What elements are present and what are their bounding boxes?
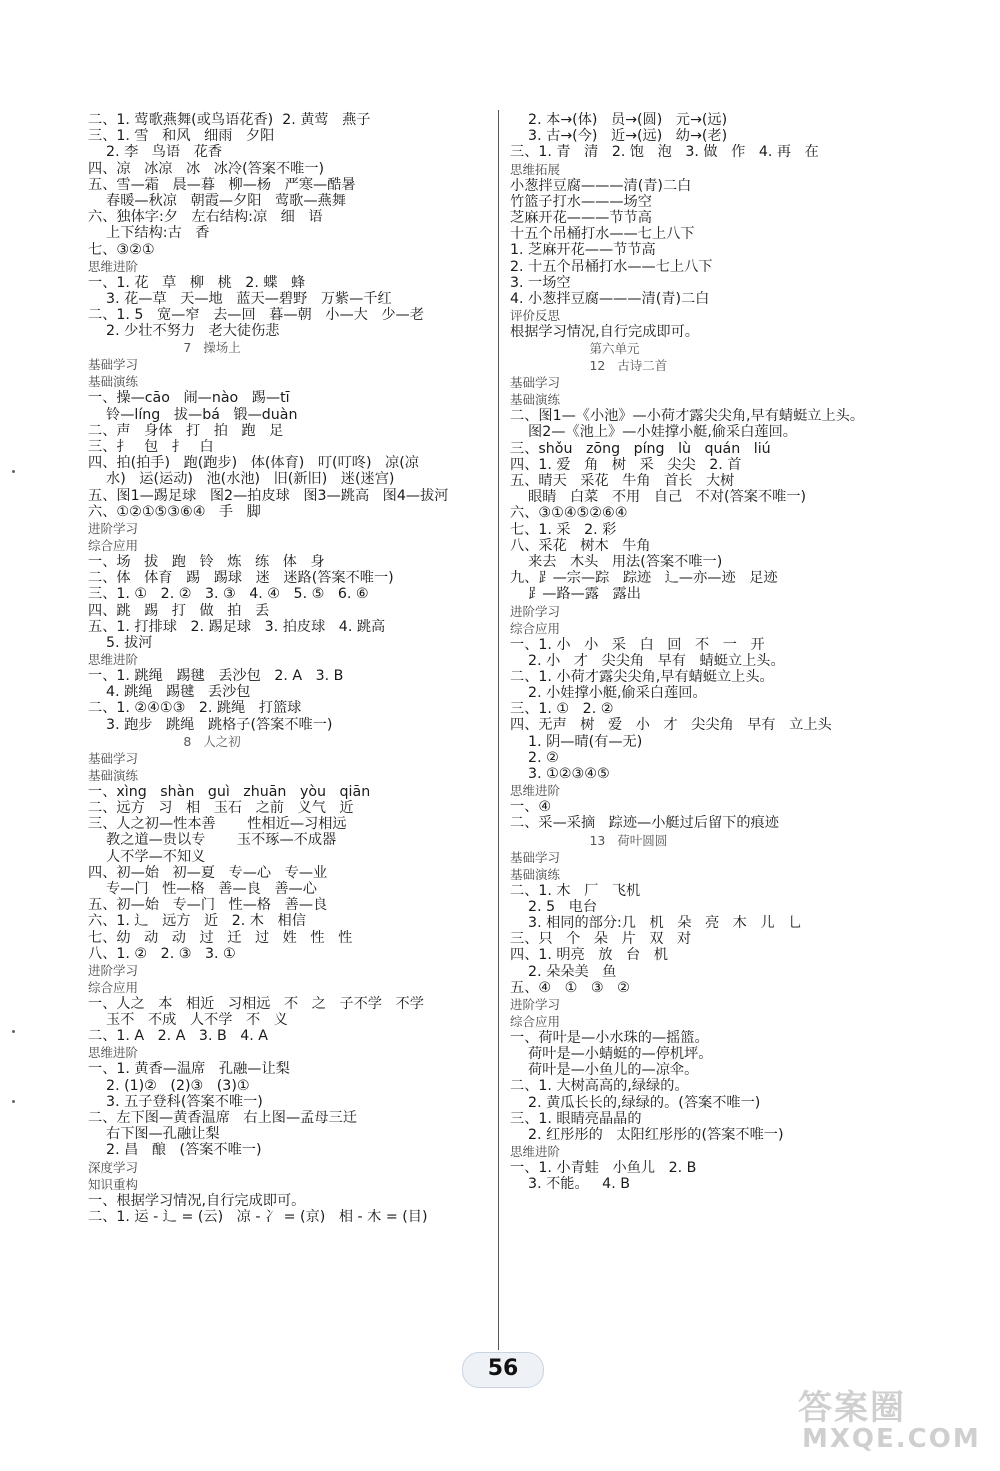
- answer-line: 1. 阴—晴(有—无): [510, 733, 643, 750]
- scan-mark: [12, 470, 15, 473]
- answer-line: 六、1. 辶 远方 近 2. 木 相信: [88, 913, 306, 930]
- answer-line: 2. 朵朵美 鱼: [510, 963, 617, 980]
- answer-line: 四、跳 踢 打 做 拍 丢: [88, 602, 270, 619]
- answer-line: 荷叶是—小蜻蜓的—停机坪。: [510, 1046, 713, 1063]
- answer-line: 一、人之 本 相近 习相远 不 之 子不学 不学: [88, 995, 424, 1012]
- answer-line: 二、1. 小荷才露尖尖角,早有蜻蜓立上头。: [510, 668, 774, 685]
- answer-line: 四、1. 明亮 放 台 机: [510, 947, 668, 964]
- answer-line: 水) 运(运动) 池(水池) 旧(新旧) 迷(迷宫): [88, 471, 395, 488]
- section-heading: 基础演练: [88, 374, 139, 390]
- answer-line: 六、③①④⑤②⑥④: [510, 505, 628, 522]
- answer-line: 五、初—始 专—门 性—格 善—良: [88, 897, 328, 914]
- answer-line: 二、采—采摘 踪迹—小艇过后留下的痕迹: [510, 815, 779, 832]
- section-heading: 进阶学习: [510, 996, 561, 1012]
- section-heading: 基础演练: [88, 767, 139, 783]
- section-heading: 思维进阶: [88, 258, 139, 274]
- answer-line: 二、1. 大树高高的,绿绿的。: [510, 1078, 689, 1095]
- answer-line: 二、1. 莺歌燕舞(或鸟语花香) 2. 黄莺 燕子: [88, 112, 371, 128]
- answer-line: 2. 本→(体) 员→(圆) 元→(远): [510, 112, 728, 128]
- answer-line: 一、1. 花 草 柳 桃 2. 蝶 蜂: [88, 274, 306, 291]
- section-heading: 深度学习: [88, 1159, 139, 1175]
- answer-line: 五、雪—霜 晨—暮 柳—杨 严寒—酷暑: [88, 176, 356, 193]
- answer-line: 四、拍(拍手) 跑(跑步) 体(体育) 叮(叮咚) 凉(凉: [88, 455, 419, 472]
- answer-line: 2. 李 鸟语 花香: [88, 144, 223, 161]
- answer-line: 3. 相同的部分:几 机 朵 亮 木 儿 乚: [510, 914, 803, 931]
- answer-line: 春暖—秋凉 朝霞—夕阳 莺歌—燕舞: [88, 192, 346, 209]
- section-heading: 综合应用: [510, 1013, 561, 1029]
- section-heading: 基础学习: [510, 849, 561, 865]
- answer-line: 三、只 个 朵 片 双 对: [510, 931, 692, 948]
- answer-line: 一、场 拔 跑 铃 炼 练 体 身: [88, 553, 325, 570]
- answer-line: 1. 芝麻开花——节节高: [510, 242, 656, 259]
- section-heading: 综合应用: [510, 620, 561, 636]
- answer-line: 四、1. 爱 角 树 采 尖尖 2. 首: [510, 456, 742, 473]
- answer-line: 人不学—不知义: [88, 848, 206, 865]
- section-heading: 综合应用: [88, 979, 139, 995]
- section-heading: 进阶学习: [88, 962, 139, 978]
- lesson-title: 13 荷叶圆圆: [510, 832, 668, 848]
- answer-line: 专—门 性—格 善—良 善—心: [88, 880, 317, 897]
- section-heading: 综合应用: [88, 537, 139, 553]
- answer-line: 一、1. 小青蛙 小鱼儿 2. B: [510, 1160, 697, 1177]
- answer-line: 二、1. 木 厂 飞机: [510, 882, 641, 899]
- watermark-url: MXQE.COM: [802, 1424, 981, 1454]
- lesson-title: 第六单元: [510, 341, 640, 357]
- section-heading: 思维进阶: [88, 652, 139, 668]
- answer-line: 二、远方 习 相 玉石 之前 义气 近: [88, 800, 354, 816]
- answer-line: 三、人之初—性本善 性相近—习相远: [88, 816, 347, 833]
- answer-line: 玉不 不成 人不学 不 义: [88, 1012, 288, 1029]
- answer-line: 三、1. ① 2. ② 3. ③ 4. ④ 5. ⑤ 6. ⑥: [88, 586, 369, 603]
- column-divider: [498, 110, 499, 1350]
- answer-line: 3. 古→(今) 近→(远) 幼→(老): [510, 128, 728, 145]
- answer-line: 眼睛 白菜 不用 自己 不对(答案不唯一): [510, 489, 807, 506]
- answer-line: 3. ①②③④⑤: [510, 766, 610, 782]
- answer-line: 五、图1—踢足球 图2—拍皮球 图3—跳高 图4—拔河: [88, 487, 449, 504]
- answer-line: 2. 红彤彤的 太阳红彤彤的(答案不唯一): [510, 1127, 784, 1143]
- answer-line: 2. 5 电台: [510, 898, 598, 915]
- section-heading: 基础学习: [510, 375, 561, 391]
- answer-line: 根据学习情况,自行完成即可。: [510, 324, 699, 341]
- section-heading: 基础学习: [88, 357, 139, 373]
- answer-line: 铃—líng 拔—bá 锻—duàn: [88, 406, 298, 423]
- answer-line: 四、无声 树 爱 小 才 尖尖角 早有 立上头: [510, 717, 832, 734]
- answer-line: 五、晴天 采花 牛角 首长 大树: [510, 473, 735, 489]
- answer-line: 2. (1)② (2)③ (3)①: [88, 1077, 250, 1094]
- section-heading: 进阶学习: [510, 603, 561, 619]
- answer-line: 右下图—孔融让梨: [88, 1126, 220, 1143]
- answer-line: 五、1. 打排球 2. 踢足球 3. 拍皮球 4. 跳高: [88, 618, 386, 635]
- answer-line: 七、③②①: [88, 241, 155, 258]
- watermark-text: 答案圈: [798, 1388, 906, 1428]
- answer-line: 2. 黄瓜长长的,绿绿的。(答案不唯一): [510, 1094, 761, 1111]
- answer-line: 3. 花—草 天—地 蓝天—碧野 万紫—千红: [88, 290, 392, 307]
- answer-line: 七、1. 采 2. 彩: [510, 521, 617, 538]
- answer-line: 四、凉 冰凉 冰 冰冷(答案不唯一): [88, 160, 325, 177]
- answer-line: 三、1. ① 2. ②: [510, 701, 614, 718]
- answer-line: 一、荷叶是—小水珠的—摇篮。: [510, 1029, 709, 1046]
- answer-line: 二、1. A 2. A 3. B 4. A: [88, 1028, 268, 1045]
- left-answer-column: [88, 112, 488, 1225]
- scan-mark: [12, 1030, 15, 1033]
- answer-line: 2. 昌 酿 (答案不唯一): [88, 1142, 262, 1159]
- answer-line: 二、声 身体 打 拍 跑 足: [88, 422, 284, 439]
- answer-line: 三、1. 眼睛亮晶晶的: [510, 1110, 642, 1127]
- answer-line: 3. 五子登科(答案不唯一): [88, 1093, 263, 1110]
- answer-line: 三、1. 雪 和风 细雨 夕阳: [88, 128, 275, 145]
- page-number-badge: [462, 1352, 544, 1388]
- answer-line: ⻊—路—露 露出: [510, 586, 641, 603]
- answer-line: 荷叶是—小鱼儿的—凉伞。: [510, 1062, 699, 1079]
- answer-line: 九、⻊—宗—踪 踪迹 辶—亦—迹 足迹: [510, 570, 778, 587]
- section-heading: 思维进阶: [510, 783, 561, 799]
- section-heading: 思维进阶: [510, 1144, 561, 1160]
- section-heading: 基础演练: [510, 392, 561, 408]
- answer-line: 八、1. ② 2. ③ 3. ①: [88, 945, 236, 962]
- answer-line: 五、④ ① ③ ②: [510, 979, 630, 996]
- answer-line: 4. 跳绳 踢毽 丢沙包: [88, 684, 251, 701]
- section-heading: 基础学习: [88, 750, 139, 766]
- answer-line: 三、shǒu zōng píng lù quán liú: [510, 440, 771, 457]
- answer-line: 三、1. 青 清 2. 饱 泡 3. 做 作 4. 再 在: [510, 144, 819, 161]
- answer-line: 2. 小 才 尖尖角 早有 蜻蜓立上头。: [510, 652, 785, 669]
- answer-line: 2. 十五个吊桶打水——七上八下: [510, 258, 713, 275]
- answer-line: 六、①②①⑤③⑥④ 手 脚: [88, 503, 261, 520]
- answer-line: 一、根据学习情况,自行完成即可。: [88, 1192, 306, 1209]
- answer-line: 上下结构:古 香: [88, 225, 210, 242]
- answer-line: 一、1. 小 小 采 白 回 不 一 开: [510, 636, 765, 653]
- section-heading: 基础演练: [510, 866, 561, 882]
- answer-line: 3. 不能。 4. B: [510, 1176, 630, 1193]
- answer-line: 2. 小娃撑小艇,偷采白莲回。: [510, 685, 707, 702]
- page-number: 56: [487, 1356, 519, 1381]
- answer-line: 小葱拌豆腐———清(青)二白: [510, 177, 692, 194]
- answer-line: 来去 木头 用法(答案不唯一): [510, 553, 723, 570]
- lesson-title: 12 古诗二首: [510, 358, 668, 374]
- answer-line: 二、1. 运 - 辶 = (云) 凉 - 冫 = (京) 相 - 木 = (目): [88, 1208, 428, 1225]
- answer-line: 二、左下图—黄香温席 右上图—孟母三迁: [88, 1110, 357, 1126]
- watermark-logo: [770, 1380, 990, 1460]
- answer-line: 4. 小葱拌豆腐———清(青)二白: [510, 290, 710, 307]
- answer-line: 一、1. 跳绳 踢毽 丢沙包 2. A 3. B: [88, 668, 344, 685]
- section-heading: 思维进阶: [88, 1045, 139, 1061]
- section-heading: 知识重构: [88, 1176, 139, 1192]
- answer-line: 芝麻开花———节节高: [510, 209, 652, 226]
- answer-line: 四、初—始 初—夏 专—心 专—业: [88, 864, 328, 881]
- answer-line: 教之道—贵以专 玉不琢—不成器: [88, 832, 337, 849]
- answer-line: 图2—《池上》—小娃撑小艇,偷采白莲回。: [510, 424, 797, 441]
- answer-line: 一、xìng shàn guì zhuān yòu qiān: [88, 783, 371, 800]
- answer-line: 2. 少壮不努力 老大徒伤悲: [88, 323, 280, 340]
- answer-line: 二、体 体育 踢 踢球 迷 迷路(答案不唯一): [88, 570, 394, 587]
- scan-mark: [12, 1100, 15, 1103]
- section-heading: 进阶学习: [88, 520, 139, 536]
- section-heading: 思维拓展: [510, 161, 561, 177]
- answer-line: 一、1. 黄香—温席 孔融—让梨: [88, 1061, 290, 1078]
- answer-line: 一、操—cāo 闹—nào 踢—tī: [88, 390, 290, 407]
- answer-line: 3. 跑步 跳绳 跳格子(答案不唯一): [88, 716, 333, 733]
- answer-line: 六、独体字:夕 左右结构:凉 细 语: [88, 209, 323, 226]
- answer-line: 十五个吊桶打水——七上八下: [510, 226, 695, 243]
- answer-line: 5. 拔河: [88, 634, 153, 651]
- answer-line: 二、1. ②④①③ 2. 跳绳 打篮球: [88, 700, 302, 717]
- answer-line: 竹篮子打水———场空: [510, 193, 652, 210]
- answer-line: 七、幼 动 动 过 迁 过 姓 性 性: [88, 929, 353, 946]
- answer-line: 三、扌 包 扌 白: [88, 439, 214, 455]
- answer-line: 二、1. 5 宽—窄 去—回 暮—朝 小—大 少—老: [88, 307, 424, 324]
- lesson-title: 7 操场上: [88, 340, 241, 356]
- answer-line: 2. ②: [510, 749, 559, 766]
- answer-line: 二、图1—《小池》—小荷才露尖尖角,早有蜻蜓立上头。: [510, 408, 865, 425]
- answer-line: 八、采花 树木 牛角: [510, 537, 651, 554]
- answer-line: 3. 一场空: [510, 274, 571, 291]
- answer-line: 一、④: [510, 799, 552, 816]
- section-heading: 评价反思: [510, 308, 561, 324]
- right-answer-column: [510, 112, 910, 1193]
- lesson-title: 8 人之初: [88, 733, 241, 749]
